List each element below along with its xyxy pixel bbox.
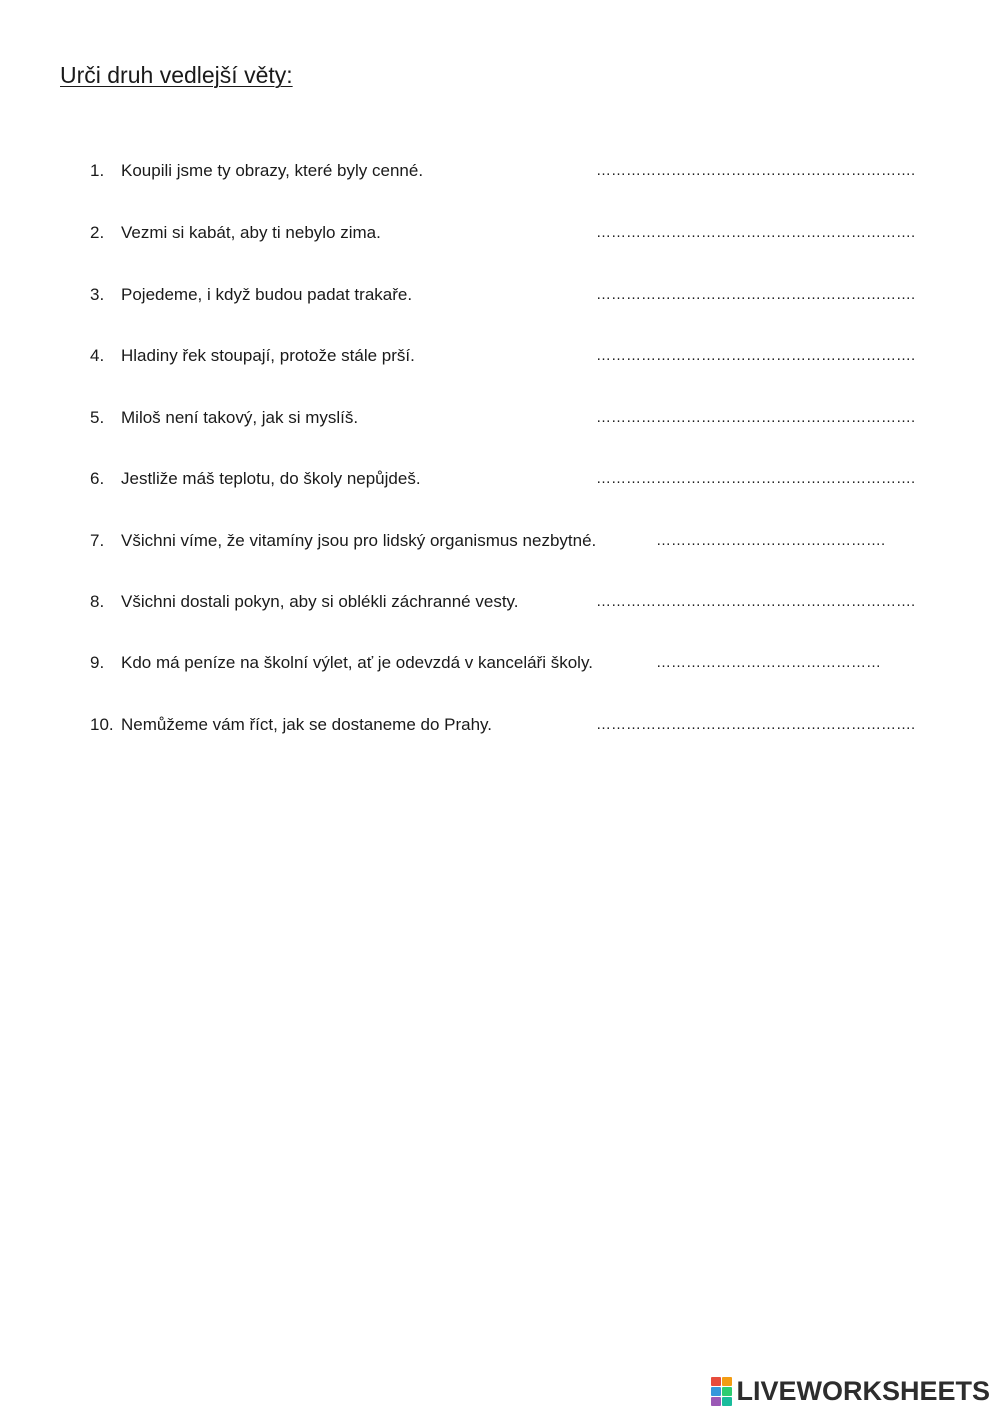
item-sentence: Nemůžeme vám říct, jak se dostaneme do Prahy.: [121, 715, 493, 734]
item-sentence: Koupili jsme ty obrazy, které byly cenné.: [121, 161, 424, 180]
item-sentence: Kdo má peníze na školní výlet, ať je odevzdá v kanceláři školy.: [121, 653, 593, 672]
logo-square: [711, 1397, 721, 1406]
item-number: 8.: [90, 592, 105, 611]
answer-blank[interactable]: ……………………………………………………….: [596, 409, 916, 426]
liveworksheets-wordmark: LIVEWORKSHEETS: [736, 1375, 990, 1406]
item-number: 2.: [90, 223, 105, 242]
item-number: 9.: [90, 653, 105, 672]
exercise-item: [0, 156, 1000, 186]
exercise-item: [0, 710, 1000, 740]
answer-blank[interactable]: ………………………………………: [656, 654, 881, 671]
item-sentence: Všichni víme, že vitamíny jsou pro lidský organismus nezbytné.: [121, 531, 597, 550]
item-number: 7.: [90, 531, 105, 550]
item-number: 4.: [90, 346, 105, 365]
item-sentence: Jestliže máš teplotu, do školy nepůjdeš.: [121, 469, 421, 488]
answer-blank[interactable]: ……………………………………………………….: [596, 224, 916, 241]
answer-blank[interactable]: ……………………………………………………….: [596, 716, 916, 733]
item-sentence: Všichni dostali pokyn, aby si oblékli záchranné vesty.: [121, 592, 519, 611]
answer-blank[interactable]: ……………………………………………………….: [596, 593, 916, 610]
item-number: 10.: [90, 715, 114, 734]
exercise-item: [0, 280, 1000, 310]
logo-square: [711, 1387, 721, 1396]
liveworksheets-logo: [711, 1377, 990, 1405]
logo-square: [722, 1377, 732, 1386]
logo-square: [711, 1377, 721, 1386]
item-number: 5.: [90, 408, 105, 427]
exercise-item: [0, 218, 1000, 248]
item-sentence: Hladiny řek stoupají, protože stále prší.: [121, 346, 415, 365]
answer-blank[interactable]: ……………………………………………………….: [596, 162, 916, 179]
answer-blank[interactable]: ……………………………………….: [656, 532, 886, 549]
liveworksheets-mark-icon: [711, 1377, 732, 1406]
answer-blank[interactable]: ……………………………………………………….: [596, 286, 916, 303]
item-sentence: Vezmi si kabát, aby ti nebylo zima.: [121, 223, 381, 242]
exercise-item: [0, 648, 1000, 678]
exercise-item: [0, 403, 1000, 433]
worksheet-title: Urči druh vedlejší věty:: [60, 62, 293, 88]
item-sentence: Miloš není takový, jak si myslíš.: [121, 408, 359, 427]
exercise-item: [0, 587, 1000, 617]
logo-square: [722, 1397, 732, 1406]
answer-blank[interactable]: ……………………………………………………….: [596, 470, 916, 487]
item-number: 6.: [90, 469, 105, 488]
exercise-item: [0, 341, 1000, 371]
item-sentence: Pojedeme, i když budou padat trakaře.: [121, 285, 413, 304]
item-number: 3.: [90, 285, 105, 304]
exercise-item: [0, 464, 1000, 494]
answer-blank[interactable]: ……………………………………………………….: [596, 347, 916, 364]
logo-square: [722, 1387, 732, 1396]
item-number: 1.: [90, 161, 105, 180]
exercise-item: [0, 526, 1000, 556]
